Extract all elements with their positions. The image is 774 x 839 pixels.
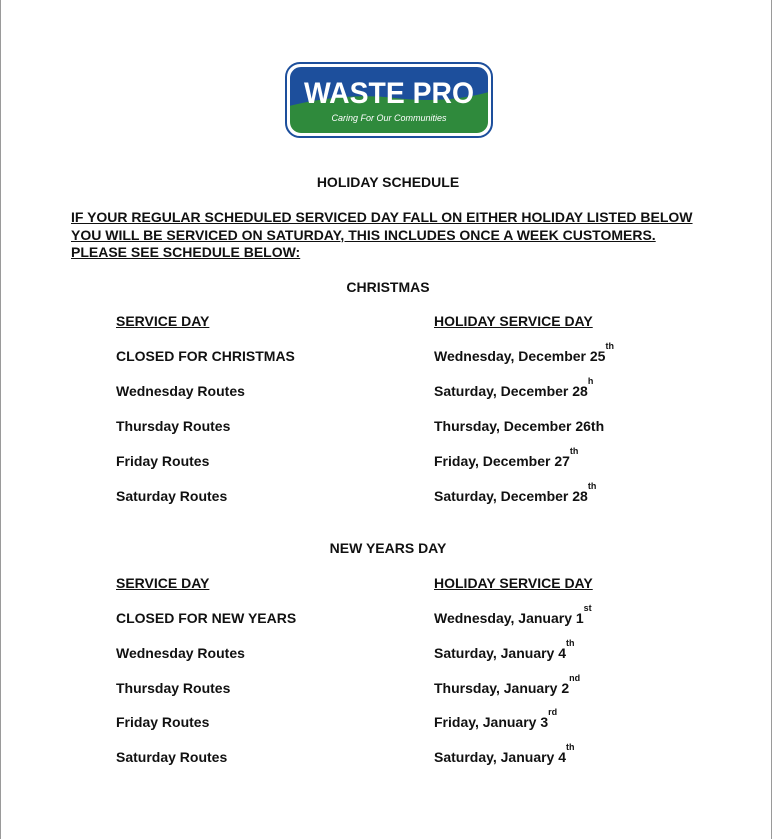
section-title-new-years: NEW YEARS DAY — [329, 540, 447, 556]
table-row — [1, 481, 774, 508]
holiday-date-cell: Wednesday, January 1st — [434, 603, 592, 626]
logo-graphic — [285, 62, 493, 138]
notice-text: IF YOUR REGULAR SCHEDULED SERVICED DAY FALL ON EITHER HOLIDAY LISTED BELOW YOU WILL BE SERVICED ON SATURDAY, THIS INCLUDES ONCE A WEEK CUSTOMERS. PLEASE SEE SCHEDULE BELOW: — [71, 209, 693, 260]
logo-tagline-text: Caring For Our Communities — [331, 113, 447, 123]
table-row — [1, 673, 774, 700]
service-day-cell: Thursday Routes — [116, 680, 231, 696]
service-day-cell: Saturday Routes — [116, 488, 228, 504]
holiday-date-cell: Thursday, December 26th — [434, 418, 605, 434]
service-day-cell: Saturday Routes — [116, 749, 228, 765]
holiday-date-cell: Friday, December 27th — [434, 446, 579, 469]
service-day-cell: CLOSED FOR NEW YEARS — [116, 610, 297, 626]
column-header-holiday-service-day: HOLIDAY SERVICE DAY — [434, 313, 593, 329]
ordinal-suffix: h — [587, 376, 594, 386]
section-title-christmas: CHRISTMAS — [346, 279, 430, 295]
holiday-date-cell: Saturday, January 4th — [434, 742, 575, 765]
ordinal-suffix: th — [569, 446, 579, 456]
table-row — [1, 376, 774, 403]
holiday-date-cell: Wednesday, December 25th — [434, 341, 614, 364]
service-day-cell: CLOSED FOR CHRISTMAS — [116, 348, 295, 364]
service-day-cell: Wednesday Routes — [116, 645, 245, 661]
ordinal-suffix: rd — [548, 707, 558, 717]
table-row — [1, 638, 774, 665]
ordinal-suffix: th — [605, 341, 614, 351]
holiday-date-cell: Saturday, December 28$^h$ — [434, 376, 594, 399]
table-row — [1, 341, 774, 368]
service-day-cell: Thursday Routes — [116, 418, 231, 434]
ordinal-suffix: th — [587, 481, 597, 491]
service-day-cell: Friday Routes — [116, 714, 210, 730]
ordinal-suffix: nd — [569, 673, 581, 683]
ordinal-suffix: st — [583, 603, 592, 613]
holiday-date-cell: Saturday, January 4th — [434, 638, 575, 661]
ordinal-suffix: th — [566, 742, 575, 752]
service-day-cell: Wednesday Routes — [116, 383, 245, 399]
table-row — [1, 707, 774, 734]
christmas-header-row — [1, 313, 774, 333]
table-row — [1, 418, 774, 438]
holiday-date-cell: Saturday, December 28th — [434, 481, 597, 504]
service-day-cell: Friday Routes — [116, 453, 210, 469]
table-row — [1, 446, 774, 473]
holiday-date-cell: Thursday, January 2nd — [434, 673, 581, 696]
logo-name-text: WASTE PRO — [304, 77, 474, 110]
ordinal-suffix: th — [566, 638, 575, 648]
column-header-holiday-service-day: HOLIDAY SERVICE DAY — [434, 575, 593, 591]
table-row — [1, 603, 774, 630]
page-title: HOLIDAY SCHEDULE — [316, 174, 460, 190]
waste-pro-logo — [285, 62, 493, 138]
column-header-service-day: SERVICE DAY — [116, 575, 210, 591]
table-row — [1, 742, 774, 769]
new-years-header-row — [1, 575, 774, 595]
holiday-date-cell: Friday, January 3rd — [434, 707, 558, 730]
column-header-service-day: SERVICE DAY — [116, 313, 210, 329]
